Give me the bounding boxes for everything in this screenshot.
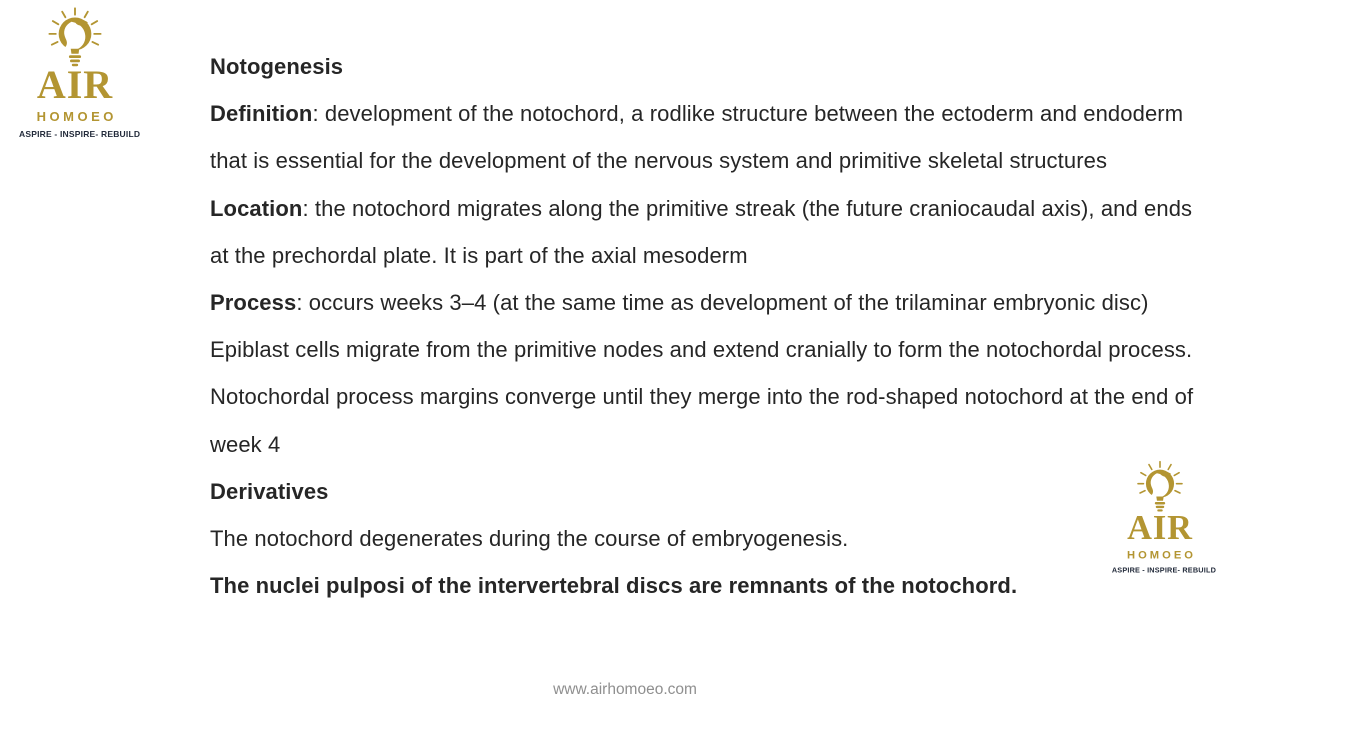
text-line: at the prechordal plate. It is part of the axial mesoderm <box>210 242 748 268</box>
text-line-derivatives: Derivatives <box>210 478 329 504</box>
logo-air-text: AIR <box>36 62 114 107</box>
logo-tagline-text: ASPIRE - INSPIRE- REBUILD <box>19 129 141 139</box>
logo-air-homoeo-right <box>1111 458 1217 575</box>
logo-tagline-text: ASPIRE - INSPIRE- REBUILD <box>1111 565 1217 575</box>
page-title: Notogenesis <box>210 54 344 79</box>
text-line-process: Process: occurs weeks 3–4 (at the same time as development of the trilaminar embryonic disc) <box>210 289 1149 315</box>
logo-homoeo-text: HOMOEO <box>1126 548 1196 562</box>
text-line: Notochordal process margins converge until they merge into the rod-shaped notochord at the end of <box>210 384 1194 410</box>
logo-air-homoeo-top <box>19 4 141 139</box>
text-line-location: Location: the notochord migrates along the primitive streak (the future craniocaudal axis), and ends <box>210 195 1193 221</box>
text-line: The notochord degenerates during the course of embryogenesis. <box>210 525 849 551</box>
text-line: that is essential for the development of the nervous system and primitive skeletal structures <box>210 148 1108 174</box>
logo-air-text: AIR <box>1127 507 1193 547</box>
text-line-key-point: The nuclei pulposi of the intervertebral discs are remnants of the notochord. <box>210 573 1018 599</box>
footer-website-url: www.airhomoeo.com <box>553 681 697 698</box>
lightbulb-icon <box>19 4 131 68</box>
slide-text-block <box>210 43 1193 609</box>
text-line-definition: Definition: development of the notochord, a rodlike structure between the ectoderm and endoderm <box>210 101 1184 127</box>
text-line: Epiblast cells migrate from the primitive nodes and extend cranially to form the notochordal process. <box>210 337 1193 363</box>
lightbulb-icon <box>1112 458 1208 513</box>
text-line: week 4 <box>210 431 281 457</box>
logo-homoeo-text: HOMOEO <box>36 109 117 124</box>
